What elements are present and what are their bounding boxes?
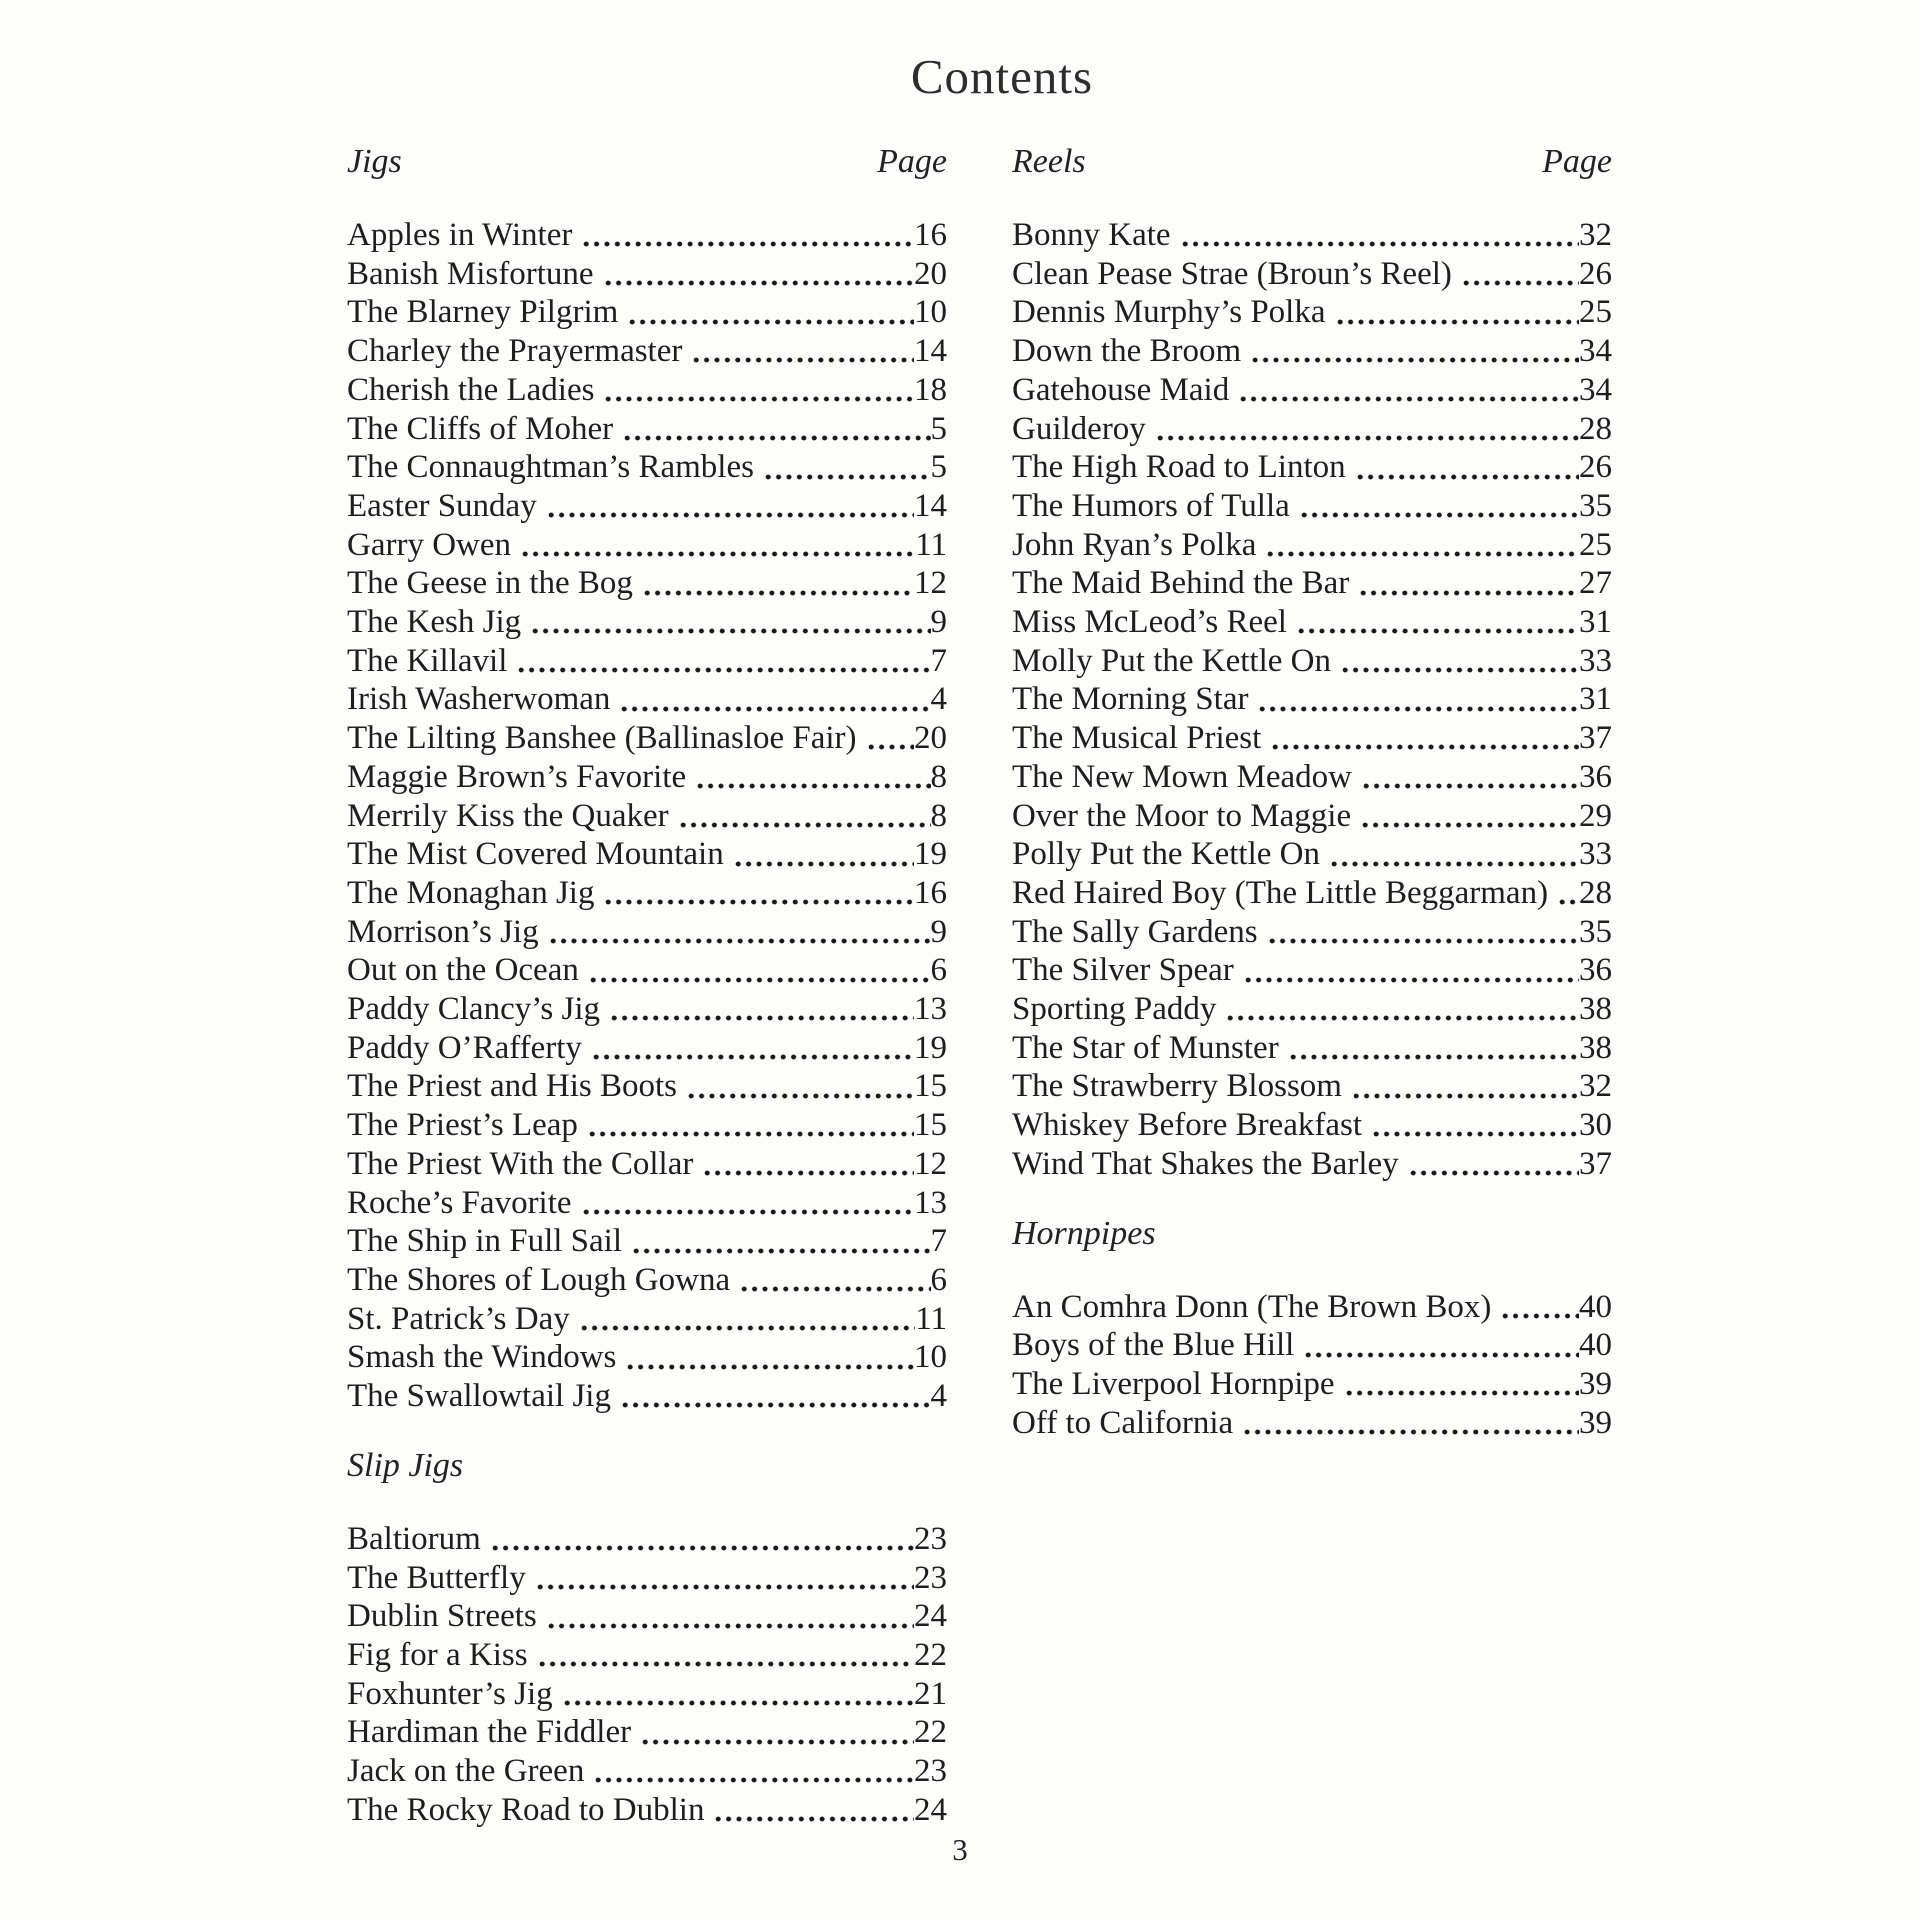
page-column-label: Page [1542, 143, 1612, 180]
toc-entry-page-number: 14 [914, 333, 947, 370]
toc-entry-title: The Shores of Lough Gowna [347, 1261, 731, 1298]
dot-leader [1241, 951, 1579, 990]
toc-entry-page-number: 6 [930, 1261, 947, 1298]
toc-entry-page-number: 40 [1579, 1327, 1612, 1364]
section-heading-label: Jigs [347, 143, 402, 180]
toc-entry-title: Hardiman the Fiddler [347, 1714, 632, 1751]
toc-entry-page-number: 38 [1579, 991, 1612, 1028]
toc-entry-page-number: 39 [1579, 1404, 1612, 1441]
toc-entry-title: The Geese in the Bog [347, 565, 633, 602]
dot-leader [1359, 758, 1579, 797]
dot-leader [618, 1377, 931, 1416]
toc-entry-page-number: 6 [930, 952, 947, 989]
toc-entry-title: Whiskey Before Breakfast [1012, 1107, 1363, 1144]
toc-entry-jack-on-the-green [347, 1752, 947, 1791]
toc-entry-wind-that-shakes-the-barley [1012, 1145, 1612, 1184]
toc-entry-title: Miss McLeod’s Reel [1012, 604, 1287, 641]
dot-leader [591, 1752, 914, 1791]
toc-entry-title: Jack on the Green [347, 1753, 585, 1790]
toc-entry-title: Morrison’s Jig [347, 913, 539, 950]
toc-entry-foxhunter-s-jig [347, 1675, 947, 1714]
toc-entry-page-number: 28 [1579, 874, 1612, 911]
toc-entry-page-number: 29 [1579, 797, 1612, 834]
toc-entry-the-ship-in-full-sail [347, 1222, 947, 1261]
section-heading-label: Slip Jigs [347, 1446, 464, 1484]
toc-entry-page-number: 36 [1579, 952, 1612, 989]
dot-leader [1349, 1067, 1579, 1106]
toc-entry-title: Merrily Kiss the Quaker [347, 797, 669, 834]
toc-entry-title: The Humors of Tulla [1012, 487, 1290, 524]
dot-leader [560, 1675, 914, 1714]
toc-entry-banish-misfortune [347, 255, 947, 294]
toc-entry-title: The Blarney Pilgrim [347, 294, 619, 331]
toc-entry-dennis-murphy-s-polka [1012, 293, 1612, 332]
dot-leader [617, 680, 930, 719]
toc-entry-title: Off to California [1012, 1404, 1234, 1441]
toc-entry-page-number: 13 [914, 991, 947, 1028]
toc-entry-easter-sunday [347, 487, 947, 526]
dot-leader [1265, 913, 1579, 952]
dot-leader [577, 1300, 915, 1339]
toc-entry-the-priest-and-his-boots [347, 1067, 947, 1106]
toc-entry-page-number: 15 [914, 1068, 947, 1105]
toc-entry-title: Banish Misfortune [347, 255, 594, 292]
page-column-label: Page [877, 143, 947, 180]
toc-entry-off-to-california [1012, 1404, 1612, 1443]
toc-entry-page-number: 36 [1579, 758, 1612, 795]
toc-entry-title: Dennis Murphy’s Polka [1012, 294, 1326, 331]
toc-entry-page-number: 38 [1579, 1029, 1612, 1066]
toc-entry-an-comhra-donn-the-brown-box [1012, 1288, 1612, 1327]
dot-leader [1294, 603, 1579, 642]
toc-entry-charley-the-prayermaster [347, 332, 947, 371]
dot-leader [1297, 487, 1579, 526]
toc-entry-title: The Morning Star [1012, 681, 1249, 718]
dot-leader [625, 293, 914, 332]
toc-entry-page-number: 27 [1579, 565, 1612, 602]
toc-entry-title: Bonny Kate [1012, 217, 1171, 253]
toc-entry-page-number: 12 [914, 565, 947, 602]
dot-leader [1338, 642, 1579, 681]
dot-leader [676, 797, 931, 836]
dot-leader [514, 642, 930, 681]
toc-column-right [1012, 140, 1612, 1442]
toc-entry-the-connaughtman-s-rambles [347, 448, 947, 487]
dot-leader [700, 1145, 914, 1184]
toc-entry-page-number: 34 [1579, 371, 1612, 408]
dot-leader [579, 1184, 914, 1223]
toc-entry-hardiman-the-fiddler [347, 1713, 947, 1752]
toc-entry-page-number: 28 [1579, 410, 1612, 447]
toc-entry-page-number: 24 [914, 1791, 947, 1828]
toc-entry-title: Over the Moor to Maggie [1012, 797, 1352, 834]
toc-entry-fig-for-a-kiss [347, 1636, 947, 1675]
page-title: Contents [910, 49, 1094, 104]
dot-leader [544, 1597, 914, 1636]
toc-entry-the-maid-behind-the-bar [1012, 564, 1612, 603]
toc-entry-whiskey-before-breakfast [1012, 1106, 1612, 1145]
section-heading-label: Hornpipes [1012, 1214, 1156, 1252]
dot-leader [1459, 255, 1579, 294]
toc-column-left [347, 140, 947, 1829]
toc-entry-page-number: 15 [914, 1107, 947, 1144]
toc-entry-title: The Rocky Road to Dublin [347, 1791, 705, 1828]
toc-entry-title: Out on the Ocean [347, 952, 579, 989]
toc-entry-the-humors-of-tulla [1012, 487, 1612, 526]
dot-leader [629, 1222, 930, 1261]
toc-entry-title: Charley the Prayermaster [347, 333, 683, 370]
toc-entry-the-butterfly [347, 1559, 947, 1598]
dot-leader [1263, 526, 1579, 565]
toc-section-reels [1012, 140, 1612, 1184]
dot-leader [1356, 564, 1579, 603]
toc-entry-the-silver-spear [1012, 951, 1612, 990]
toc-entry-title: The Butterfly [347, 1559, 526, 1596]
dot-leader [1240, 1404, 1579, 1443]
toc-entry-title: The Cliffs of Moher [347, 410, 614, 447]
toc-entry-the-liverpool-hornpipe [1012, 1365, 1612, 1404]
toc-entry-title: Guilderoy [1012, 410, 1146, 447]
toc-entry-the-strawberry-blossom [1012, 1067, 1612, 1106]
toc-entry-maggie-brown-s-favorite [347, 758, 947, 797]
toc-entry-clean-pease-strae-broun-s-reel [1012, 255, 1612, 294]
dot-leader [533, 1559, 914, 1598]
toc-entry-page-number: 9 [930, 913, 947, 950]
dot-leader [1223, 990, 1579, 1029]
toc-entry-title: Gatehouse Maid [1012, 371, 1230, 408]
toc-entry-page-number: 32 [1579, 217, 1612, 253]
dot-leader [1255, 680, 1579, 719]
toc-entry-title: Apples in Winter [347, 217, 573, 253]
toc-section-jigs [347, 140, 947, 1416]
dot-leader [1153, 410, 1579, 449]
toc-entry-page-number: 18 [914, 371, 947, 408]
toc-entry-page-number: 23 [914, 1559, 947, 1596]
toc-entry-the-lilting-banshee-ballinasloe-fair [347, 719, 947, 758]
toc-entry-title: Smash the Windows [347, 1339, 617, 1376]
dot-leader [1333, 293, 1580, 332]
dot-leader [1268, 719, 1579, 758]
dot-leader [1406, 1145, 1579, 1184]
toc-section-hornpipes [1012, 1212, 1612, 1443]
section-heading-label: Reels [1012, 143, 1086, 180]
toc-entry-page-number: 33 [1579, 642, 1612, 679]
toc-entry-page-number: 37 [1579, 720, 1612, 757]
toc-entry-page-number: 30 [1579, 1107, 1612, 1144]
toc-entry-title: Easter Sunday [347, 487, 537, 524]
dot-leader [1248, 332, 1579, 371]
toc-entry-page-number: 7 [930, 642, 947, 679]
dot-leader [1178, 216, 1579, 255]
toc-entry-title: St. Patrick’s Day [347, 1300, 570, 1337]
toc-entry-title: Paddy Clancy’s Jig [347, 991, 600, 1028]
toc-entry-title: Baltiorum [347, 1520, 481, 1557]
toc-entry-page-number: 31 [1579, 681, 1612, 718]
dot-leader [1555, 874, 1579, 913]
toc-entry-title: Dublin Streets [347, 1598, 537, 1635]
dot-leader [1353, 448, 1579, 487]
dot-leader [546, 913, 931, 952]
dot-leader [620, 410, 930, 449]
toc-entry-title: An Comhra Donn (The Brown Box) [1012, 1288, 1492, 1325]
dot-leader [1327, 835, 1579, 874]
dot-leader [623, 1338, 914, 1377]
toc-entry-the-priest-s-leap [347, 1106, 947, 1145]
dot-leader [589, 1029, 914, 1068]
toc-entry-page-number: 40 [1579, 1288, 1612, 1325]
toc-entry-page-number: 16 [914, 874, 947, 911]
toc-entry-title: Boys of the Blue Hill [1012, 1327, 1295, 1364]
dot-leader [689, 332, 914, 371]
toc-entry-page-number: 22 [914, 1714, 947, 1751]
dot-leader [601, 874, 914, 913]
toc-entry-baltiorum [347, 1520, 947, 1559]
toc-entry-page-number: 11 [915, 526, 947, 563]
toc-entry-smash-the-windows [347, 1338, 947, 1377]
toc-entry-the-killavil [347, 642, 947, 681]
toc-entry-the-priest-with-the-collar [347, 1145, 947, 1184]
toc-entry-boys-of-the-blue-hill [1012, 1326, 1612, 1365]
toc-entry-title: The Ship in Full Sail [347, 1223, 623, 1260]
toc-entry-merrily-kiss-the-quaker [347, 797, 947, 836]
toc-entry-the-morning-star [1012, 680, 1612, 719]
toc-entry-red-haired-boy-the-little-beggarman [1012, 874, 1612, 913]
toc-entry-paddy-o-rafferty [347, 1029, 947, 1068]
toc-entry-title: Molly Put the Kettle On [1012, 642, 1331, 679]
toc-entry-page-number: 14 [914, 487, 947, 524]
dot-leader [711, 1791, 914, 1830]
toc-entry-title: The Strawberry Blossom [1012, 1068, 1342, 1105]
toc-entry-page-number: 32 [1579, 1068, 1612, 1105]
toc-entry-page-number: 16 [914, 217, 947, 253]
toc-entry-page-number: 21 [914, 1675, 947, 1712]
toc-section-slip-jigs [347, 1444, 947, 1830]
toc-entry-title: Maggie Brown’s Favorite [347, 758, 687, 795]
toc-entry-the-kesh-jig [347, 603, 947, 642]
toc-entry-page-number: 13 [914, 1184, 947, 1221]
toc-entry-the-swallowtail-jig [347, 1377, 947, 1416]
toc-entry-title: The Monaghan Jig [347, 874, 595, 911]
toc-entry-page-number: 26 [1579, 255, 1612, 292]
toc-entry-title: The Priest With the Collar [347, 1145, 694, 1182]
toc-entry-page-number: 25 [1579, 526, 1612, 563]
toc-entry-page-number: 39 [1579, 1365, 1612, 1402]
toc-entry-page-number: 34 [1579, 333, 1612, 370]
toc-entry-page-number: 10 [914, 294, 947, 331]
dot-leader [518, 526, 915, 565]
toc-entry-title: The Swallowtail Jig [347, 1378, 611, 1415]
toc-entry-page-number: 24 [914, 1598, 947, 1635]
toc-entry-the-cliffs-of-moher [347, 410, 947, 449]
toc-entry-title: The Sally Gardens [1012, 913, 1258, 950]
dot-leader [1358, 797, 1579, 836]
toc-entry-title: The Kesh Jig [347, 604, 522, 641]
toc-entry-page-number: 23 [914, 1520, 947, 1557]
toc-entry-page-number: 25 [1579, 294, 1612, 331]
toc-entry-down-the-broom [1012, 332, 1612, 371]
toc-entry-molly-put-the-kettle-on [1012, 642, 1612, 681]
toc-entry-the-new-mown-meadow [1012, 758, 1612, 797]
dot-leader [488, 1520, 914, 1559]
toc-entry-morrison-s-jig [347, 913, 947, 952]
toc-entry-page-number: 19 [914, 836, 947, 873]
toc-entry-the-geese-in-the-bog [347, 564, 947, 603]
section-heading-row [347, 140, 947, 184]
toc-entry-page-number: 8 [930, 758, 947, 795]
dot-leader [684, 1067, 914, 1106]
toc-entry-page-number: 8 [930, 797, 947, 834]
toc-entry-title: The Priest’s Leap [347, 1107, 578, 1144]
toc-entry-title: The Connaughtman’s Rambles [347, 449, 754, 486]
toc-entry-title: The Maid Behind the Bar [1012, 565, 1350, 602]
toc-entry-title: The New Mown Meadow [1012, 758, 1353, 795]
toc-entry-page-number: 23 [914, 1753, 947, 1790]
dot-leader [640, 564, 914, 603]
dot-leader [528, 603, 930, 642]
toc-entry-page-number: 12 [914, 1145, 947, 1182]
toc-entry-title: The Liverpool Hornpipe [1012, 1365, 1335, 1402]
toc-entry-page-number: 31 [1579, 604, 1612, 641]
dot-leader [535, 1636, 914, 1675]
section-heading-row [347, 1444, 947, 1488]
toc-entry-the-rocky-road-to-dublin [347, 1791, 947, 1830]
toc-entry-title: Roche’s Favorite [347, 1184, 572, 1221]
section-heading-row [1012, 1212, 1612, 1256]
toc-entry-the-musical-priest [1012, 719, 1612, 758]
toc-entry-the-shores-of-lough-gowna [347, 1261, 947, 1300]
dot-leader [864, 719, 914, 758]
dot-leader [638, 1713, 914, 1752]
toc-entry-title: The Star of Munster [1012, 1029, 1279, 1066]
toc-entry-apples-in-winter [347, 216, 947, 255]
toc-entry-guilderoy [1012, 410, 1612, 449]
toc-entry-title: The Priest and His Boots [347, 1068, 677, 1105]
toc-entry-irish-washerwoman [347, 680, 947, 719]
toc-entry-the-mist-covered-mountain [347, 835, 947, 874]
toc-entry-miss-mcleod-s-reel [1012, 603, 1612, 642]
toc-entry-paddy-clancy-s-jig [347, 990, 947, 1029]
toc-entry-title: The Musical Priest [1012, 720, 1262, 757]
toc-entry-page-number: 26 [1579, 449, 1612, 486]
toc-entry-polly-put-the-kettle-on [1012, 835, 1612, 874]
dot-leader [579, 216, 914, 255]
toc-entry-roche-s-favorite [347, 1184, 947, 1223]
toc-entry-the-star-of-munster [1012, 1029, 1612, 1068]
toc-entry-the-high-road-to-linton [1012, 448, 1612, 487]
toc-entry-sporting-paddy [1012, 990, 1612, 1029]
toc-entry-title: Clean Pease Strae (Broun’s Reel) [1012, 255, 1452, 292]
dot-leader [601, 255, 914, 294]
dot-leader [1286, 1029, 1579, 1068]
dot-leader [737, 1261, 930, 1300]
dot-leader [601, 371, 914, 410]
toc-entry-title: The Mist Covered Mountain [347, 836, 724, 873]
toc-entry-title: Red Haired Boy (The Little Beggarman) [1012, 874, 1549, 911]
dot-leader [544, 487, 914, 526]
toc-entry-page-number: 10 [914, 1339, 947, 1376]
dot-leader [1236, 371, 1579, 410]
toc-entry-page-number: 19 [914, 1029, 947, 1066]
toc-entry-page-number: 4 [930, 1378, 947, 1415]
toc-entry-title: John Ryan’s Polka [1012, 526, 1257, 563]
toc-entry-title: Foxhunter’s Jig [347, 1675, 553, 1712]
dot-leader [607, 990, 914, 1029]
toc-entry-title: The High Road to Linton [1012, 449, 1346, 486]
toc-entry-title: The Silver Spear [1012, 952, 1234, 989]
toc-entry-page-number: 37 [1579, 1145, 1612, 1182]
dot-leader [1342, 1365, 1579, 1404]
toc-entry-title: Garry Owen [347, 526, 512, 563]
dot-leader [693, 758, 930, 797]
toc-entry-title: Paddy O’Rafferty [347, 1029, 582, 1066]
toc-entry-title: Wind That Shakes the Barley [1012, 1145, 1399, 1182]
toc-entry-the-monaghan-jig [347, 874, 947, 913]
toc-entry-page-number: 11 [915, 1300, 947, 1337]
folio-page-number: 3 [952, 1832, 968, 1867]
dot-leader [731, 835, 914, 874]
toc-entry-title: The Killavil [347, 642, 508, 679]
toc-entry-over-the-moor-to-maggie [1012, 797, 1612, 836]
toc-entry-the-sally-gardens [1012, 913, 1612, 952]
toc-entry-title: Fig for a Kiss [347, 1636, 528, 1673]
toc-entry-bonny-kate [1012, 216, 1612, 255]
toc-entry-gatehouse-maid [1012, 371, 1612, 410]
toc-entry-john-ryan-s-polka [1012, 526, 1612, 565]
toc-entry-title: Down the Broom [1012, 333, 1242, 370]
toc-entry-st-patrick-s-day [347, 1300, 947, 1339]
toc-entry-title: Sporting Paddy [1012, 991, 1217, 1028]
dot-leader [1498, 1288, 1579, 1327]
toc-entry-title: Cherish the Ladies [347, 371, 595, 408]
section-heading-row [1012, 140, 1612, 184]
toc-entry-page-number: 20 [914, 720, 947, 757]
dot-leader [761, 448, 931, 487]
toc-entry-page-number: 5 [930, 410, 947, 447]
toc-entry-cherish-the-ladies [347, 371, 947, 410]
toc-entry-page-number: 35 [1579, 487, 1612, 524]
toc-entry-page-number: 22 [914, 1636, 947, 1673]
toc-entry-page-number: 9 [930, 604, 947, 641]
dot-leader [1301, 1326, 1579, 1365]
toc-entry-page-number: 33 [1579, 836, 1612, 873]
toc-entry-title: Polly Put the Kettle On [1012, 836, 1320, 873]
toc-entry-title: Irish Washerwoman [347, 681, 611, 718]
toc-entry-page-number: 7 [930, 1223, 947, 1260]
toc-entry-out-on-the-ocean [347, 951, 947, 990]
dot-leader [586, 951, 931, 990]
toc-entry-dublin-streets [347, 1597, 947, 1636]
dot-leader [1369, 1106, 1579, 1145]
toc-entry-garry-owen [347, 526, 947, 565]
toc-entry-page-number: 20 [914, 255, 947, 292]
toc-entry-page-number: 4 [930, 681, 947, 718]
toc-entry-the-blarney-pilgrim [347, 293, 947, 332]
toc-entry-page-number: 35 [1579, 913, 1612, 950]
toc-entry-title: The Lilting Banshee (Ballinasloe Fair) [347, 720, 857, 757]
toc-entry-page-number: 5 [930, 449, 947, 486]
dot-leader [585, 1106, 914, 1145]
